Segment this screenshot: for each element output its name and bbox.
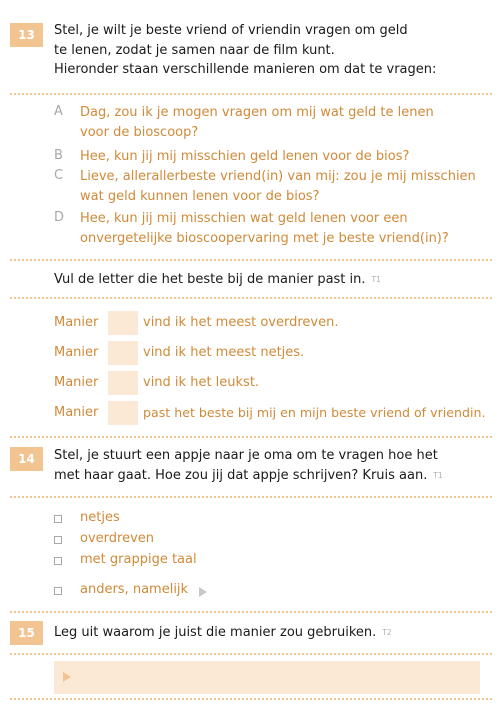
- divider: [10, 259, 492, 261]
- checkbox-anders[interactable]: [54, 587, 62, 595]
- divider: [10, 611, 492, 613]
- fill-row-suffix: vind ik het leukst.: [143, 375, 260, 390]
- question-15-number: 15: [10, 621, 43, 645]
- question-14-text: Stel, je stuurt een appje naar je oma om te vragen hoe het met haar gaat. Hoe zou jij dat appje schrijven? Kruis aan. T1: [54, 448, 443, 483]
- letter-input-box[interactable]: [108, 341, 138, 365]
- fill-row-suffix: vind ik het meest netjes.: [143, 345, 305, 360]
- difficulty-tag: T2: [382, 628, 392, 637]
- fill-row-prefix: Manier: [54, 405, 99, 420]
- checkbox-grappige-taal[interactable]: [54, 557, 62, 565]
- option-b-text: Hee, kun jij mij misschien geld lenen voor de bios?: [80, 149, 410, 164]
- option-d-text: Hee, kun jij mij misschien wat geld lenen voor een onvergetelijke bioscoopervaring met je beste vriend(in)?: [80, 211, 449, 246]
- fill-row-suffix: past het beste bij mij en mijn beste vriend of vriendin.: [143, 405, 486, 420]
- answer-textarea[interactable]: [54, 661, 480, 694]
- question-15-text: Leg uit waarom je juist die manier zou gebruiken. T2: [54, 625, 392, 640]
- option-c-letter: C: [54, 168, 64, 183]
- question-13-instruction: Vul de letter die het beste bij de manier past in. T1: [54, 272, 381, 287]
- choice-label: netjes: [80, 510, 120, 525]
- fill-row-prefix: Manier: [54, 375, 99, 390]
- divider: [10, 436, 492, 438]
- divider: [10, 297, 492, 299]
- letter-input-box[interactable]: [108, 371, 138, 395]
- option-b-letter: B: [54, 148, 63, 163]
- choice-label: anders, namelijk: [80, 582, 189, 597]
- divider: [10, 93, 492, 95]
- write-arrow-icon: [199, 587, 207, 597]
- checkbox-netjes[interactable]: [54, 515, 62, 523]
- choice-label: met grappige taal: [80, 552, 197, 567]
- write-arrow-icon: [63, 672, 71, 682]
- divider: [10, 653, 492, 655]
- option-a-text: Dag, zou ik je mogen vragen om mij wat geld te lenen voor de bioscoop?: [80, 105, 434, 140]
- fill-row-prefix: Manier: [54, 315, 99, 330]
- choice-label: overdreven: [80, 531, 155, 546]
- fill-row-prefix: Manier: [54, 345, 99, 360]
- divider: [10, 496, 492, 498]
- checkbox-overdreven[interactable]: [54, 536, 62, 544]
- divider: [10, 698, 492, 700]
- question-13-text: Stel, je wilt je beste vriend of vriendin vragen om geld te lenen, zodat je samen naar de film kunt. Hieronder staan verschillende manieren om dat te vragen:: [54, 23, 437, 77]
- letter-input-box[interactable]: [108, 311, 138, 335]
- difficulty-tag: T1: [371, 275, 381, 284]
- difficulty-tag: T1: [433, 470, 443, 480]
- question-14-number: 14: [10, 447, 43, 471]
- question-13-number: 13: [10, 23, 43, 47]
- option-d-letter: D: [54, 210, 65, 225]
- letter-input-box[interactable]: [108, 401, 138, 425]
- option-c-text: Lieve, allerallerbeste vriend(in) van mij: zou je mij misschien wat geld kunnen lenen voor de bios?: [80, 169, 476, 204]
- fill-row-suffix: vind ik het meest overdreven.: [143, 315, 339, 330]
- option-a-letter: A: [54, 104, 63, 119]
